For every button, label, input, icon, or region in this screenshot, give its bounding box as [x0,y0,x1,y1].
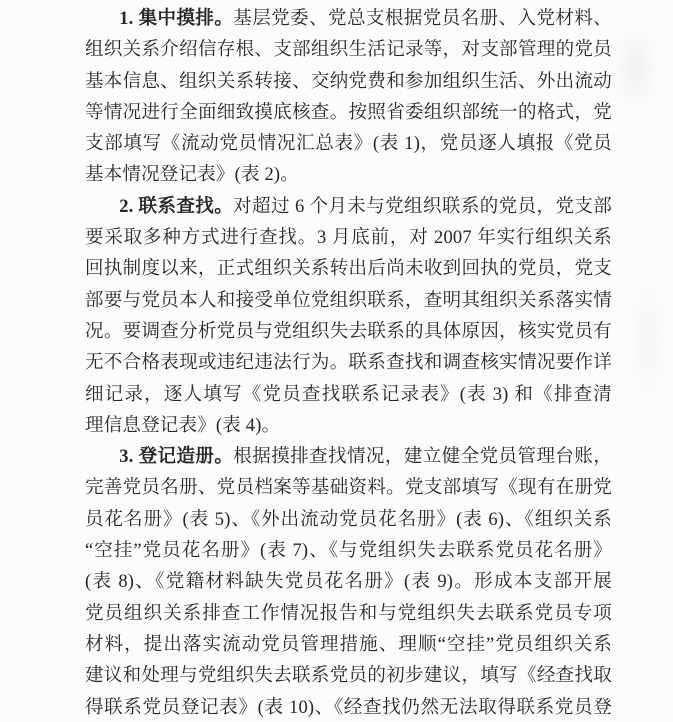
paragraph-2-heading: 2. 联系查找。 [119,196,234,217]
text-line: 部要与党员本人和接受单位党组织联系，查明其组织关系落实情 [85,290,612,311]
text-line: (表 8)、《党籍材料缺失党员花名册》(表 9)。形成本支部开展 [85,572,612,593]
text-line: 基本信息、组织关系转接、交纳党费和参加组织生活、外出流动 [85,71,612,92]
paragraph-1-first-line [85,4,612,35]
text-run: 基层党委、党总支根据党员名册、入党材料、 [233,9,612,29]
text-line: 无不合格表现或违纪违法行为。联系查找和调查核实情况要作详 [85,353,612,374]
scan-artifact [630,270,666,410]
paragraph-3-first-line [85,442,612,473]
text-line: 材料，提出落实流动党员管理措施、理顺“空挂”党员组织关系 [85,634,612,655]
paragraph-3-heading: 3. 登记造册。 [119,447,234,468]
paragraph-2-first-line [85,192,612,223]
paragraph-1-closing-line: 基本情况登记表》(表 2)。 [85,165,299,186]
text-run: 根据摸排查找情况，建立健全党员管理台账， [233,447,612,468]
paragraph-1-heading: 1. 集中摸排。 [119,9,234,29]
text-block [85,4,612,722]
text-line: 回执制度以来，正式组织关系转出后尚未收到回执的党员，党支 [85,259,612,280]
scan-artifact [614,22,658,112]
text-line: 细记录，逐人填写《党员查找联系记录表》(表 3) 和《排查清 [85,384,612,405]
paragraph-2-closing-line: 理信息登记表》(表 4)。 [85,415,281,436]
text-line: 完善党员名册、党员档案等基础资料。党支部填写《现有在册党 [85,478,612,499]
text-line: 得联系党员登记表》(表 10)、《经查找仍然无法取得联系党员登 [85,697,612,718]
text-run: 对超过 6 个月未与党组织联系的党员，党支部 [233,196,612,217]
text-line: 等情况进行全面细致摸底核查。按照省委组织部统一的格式，党 [85,102,612,123]
text-line: 建议和处理与党组织失去联系党员的初步建议，填写《经查找取 [85,666,612,687]
text-line: 支部填写《流动党员情况汇总表》(表 1)，党员逐人填报《党员 [85,134,612,155]
text-line: 要采取多种方式进行查找。3 月底前，对 2007 年实行组织关系 [85,228,612,249]
text-line: 组织关系介绍信存根、支部组织生活记录等，对支部管理的党员 [85,40,612,61]
text-line: 党员组织关系排查工作情况报告和与党组织失去联系党员专项 [85,603,612,624]
text-line: 况。要调查分析党员与党组织失去联系的具体原因，核实党员有 [85,321,612,342]
text-line: “空挂”党员花名册》(表 7)、《与党组织失去联系党员花名册》 [85,541,612,562]
text-line: 员花名册》(表 5)、《外出流动党员花名册》(表 6)、《组织关系 [85,509,612,530]
